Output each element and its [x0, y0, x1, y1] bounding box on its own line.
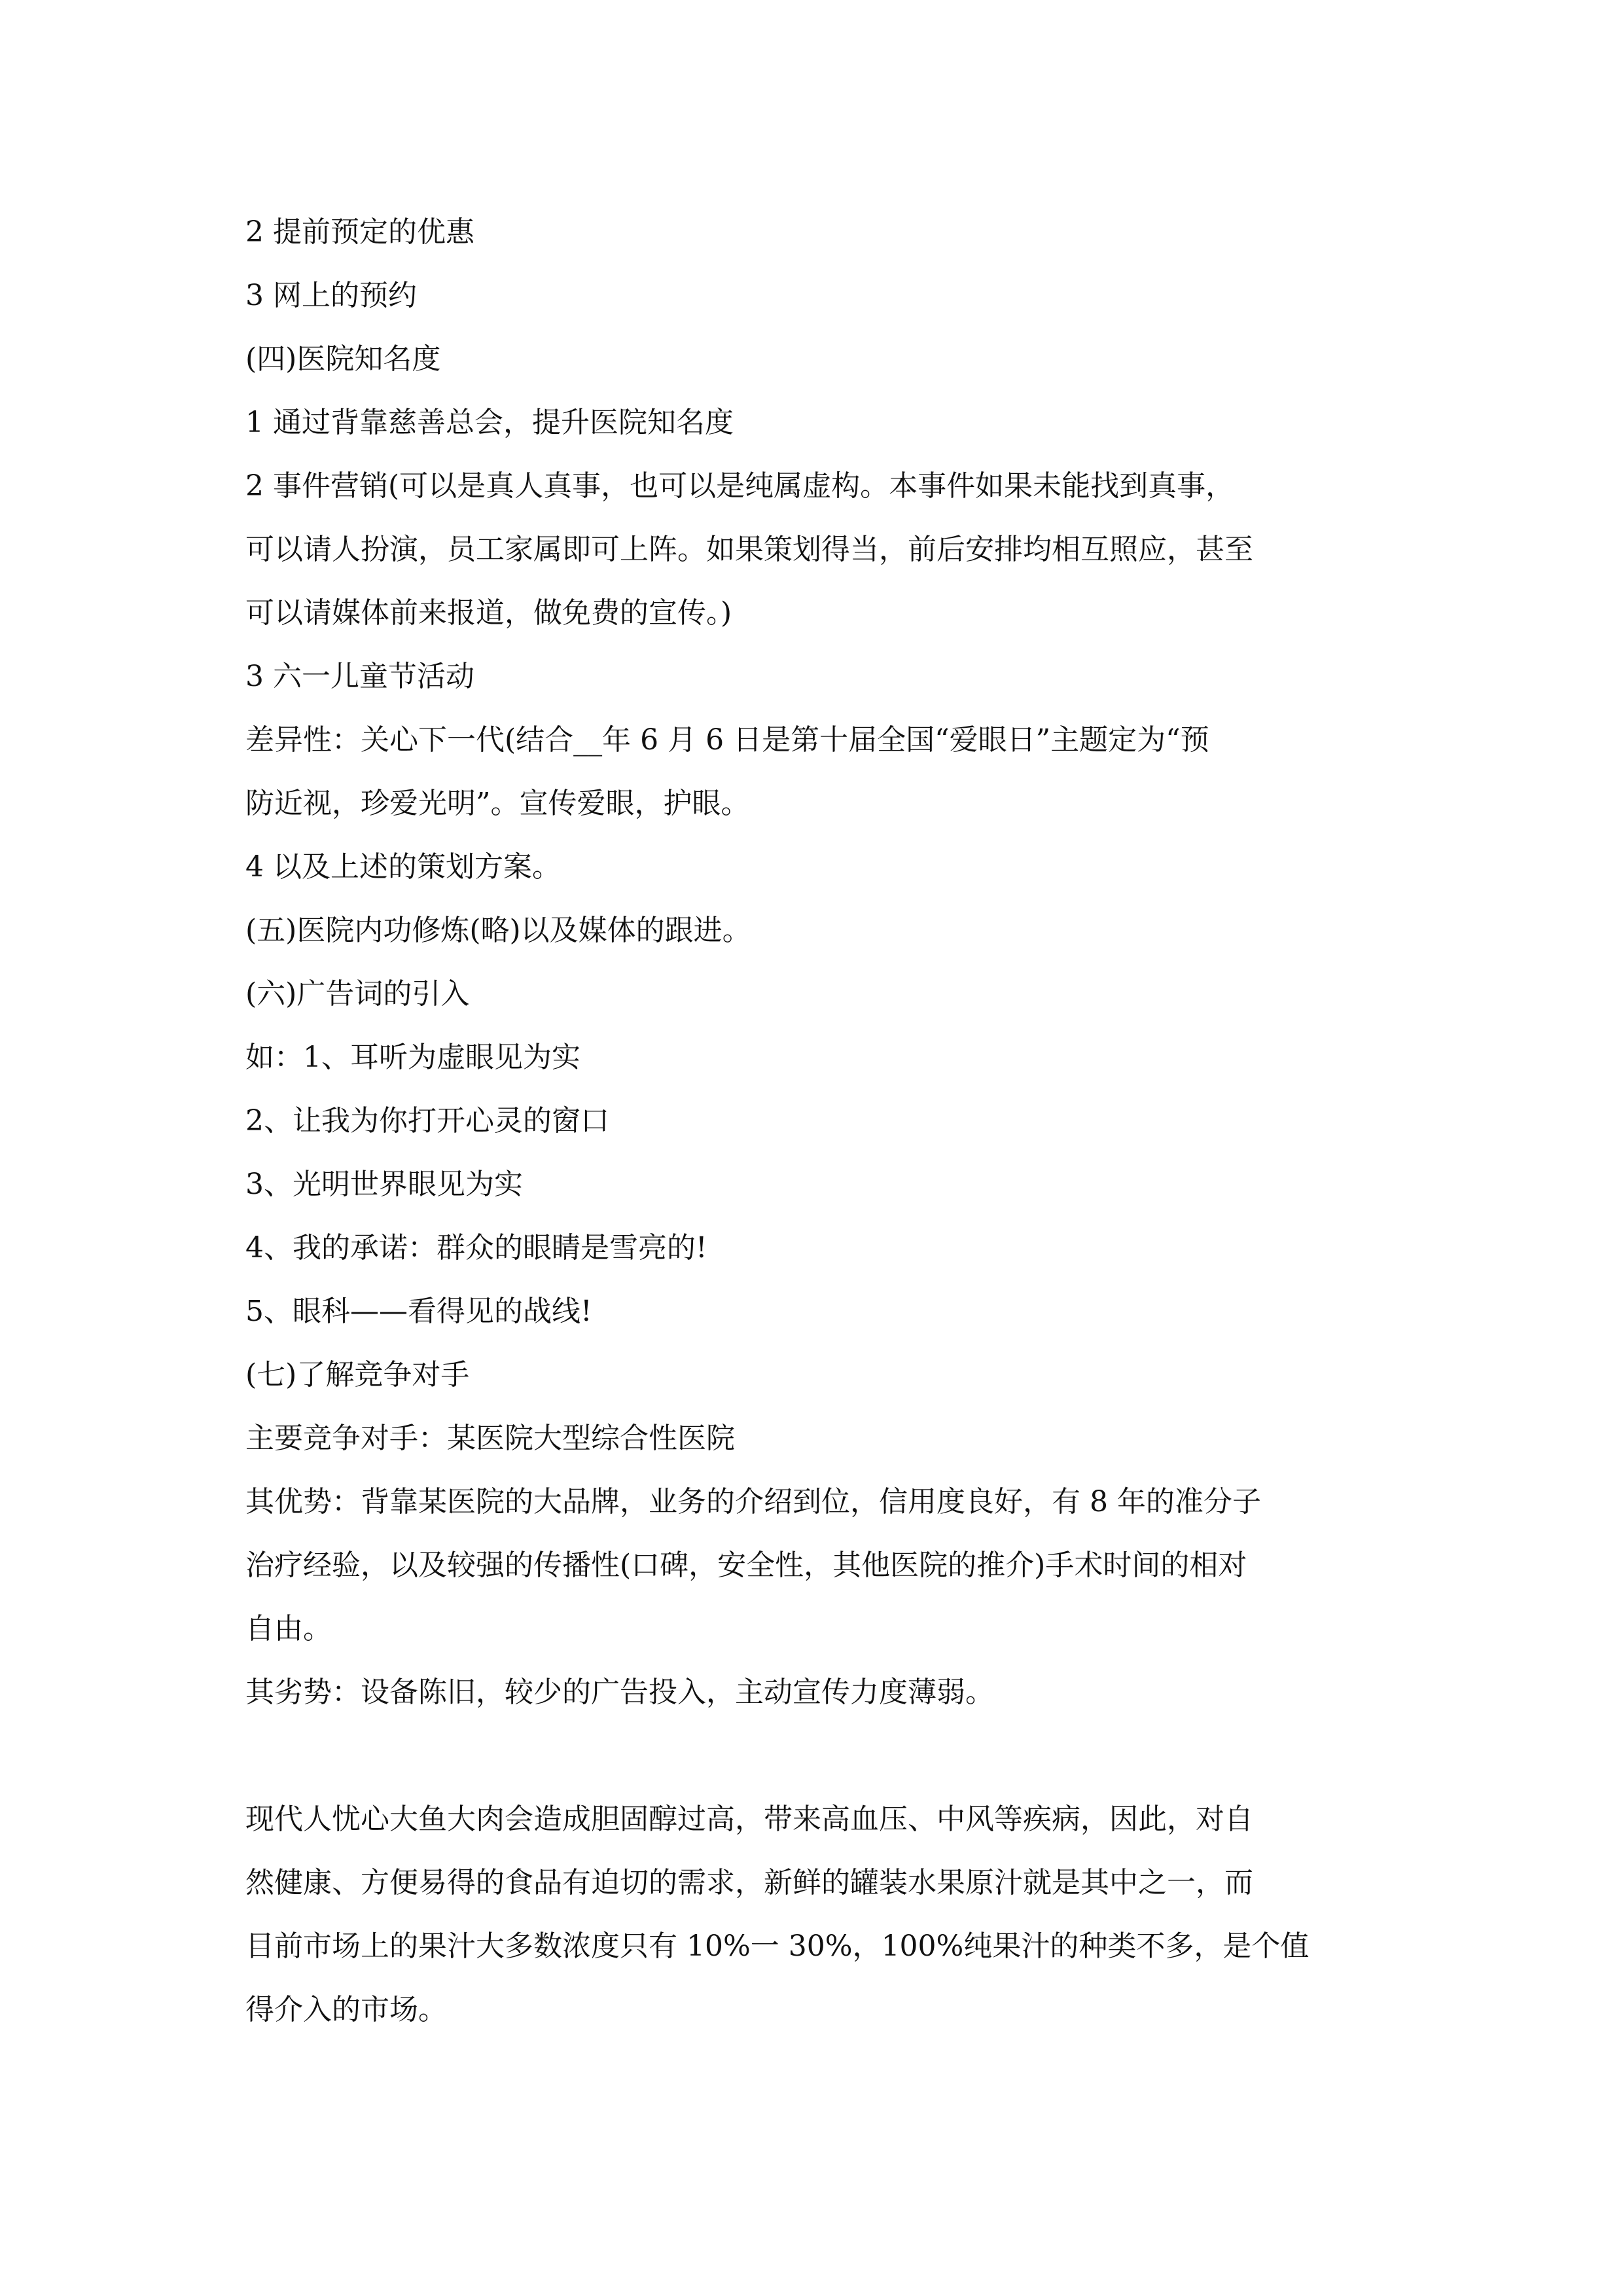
text-line: 其优势：背靠某医院的大品牌，业务的介绍到位，信用度良好，有 8 年的准分子 [245, 1485, 1261, 1518]
section-heading: (七)了解竞争对手 [245, 1358, 470, 1391]
text-line: 3、光明世界眼见为实 [245, 1168, 523, 1201]
text-line: 2 事件营销(可以是真人真事，也可以是纯属虚构。本事件如果未能找到真事， [245, 469, 1235, 503]
document-body [245, 200, 1387, 2041]
text-line: 主要竞争对手：某医院大型综合性医院 [245, 1422, 735, 1455]
text-line: 自由。 [245, 1612, 332, 1645]
text-line: 如：1、耳听为虚眼见为实 [245, 1041, 580, 1074]
closing-text-line: 现代人忧心大鱼大肉会造成胆固醇过高，带来高血压、中风等疾病，因此，对自 [245, 1803, 1253, 1836]
text-line: 3 六一儿童节活动 [245, 660, 474, 693]
text-line: 治疗经验，以及较强的传播性(口碑，安全性，其他医院的推介)手术时间的相对 [245, 1549, 1247, 1582]
text-line: 其劣势：设备陈旧，较少的广告投入，主动宣传力度薄弱。 [245, 1676, 994, 1709]
section-heading: (四)医院知名度 [245, 342, 441, 376]
text-line: 2、让我为你打开心灵的窗口 [245, 1104, 609, 1138]
text-line: 差异性：关心下一代(结合__年 6 月 6 日是第十届全国“爱眼日”主题定为“预 [245, 723, 1209, 757]
text-line: 1 通过背靠慈善总会，提升医院知名度 [245, 406, 734, 439]
closing-text-line: 目前市场上的果汁大多数浓度只有 10%一 30%，100%纯果汁的种类不多，是个值 [245, 1929, 1310, 1963]
closing-text-line: 得介入的市场。 [245, 1993, 447, 2026]
text-line: 3 网上的预约 [245, 279, 417, 312]
text-line: 可以请人扮演，员工家属即可上阵。如果策划得当，前后安排均相互照应，甚至 [245, 533, 1253, 566]
section-heading: (五)医院内功修炼(略)以及媒体的跟进。 [245, 914, 751, 947]
text-line: 可以请媒体前来报道，做免费的宣传。) [245, 596, 732, 630]
text-line: 防近视，珍爱光明”。宣传爱眼，护眼。 [245, 787, 750, 820]
text-line: 2 提前预定的优惠 [245, 215, 474, 249]
section-heading: (六)广告词的引入 [245, 977, 470, 1011]
text-line: 4、我的承诺：群众的眼睛是雪亮的! [245, 1231, 707, 1265]
closing-text-line: 然健康、方便易得的食品有迫切的需求，新鲜的罐装水果原汁就是其中之一，而 [245, 1866, 1253, 1899]
text-line: 5、眼科——看得见的战线! [245, 1295, 592, 1328]
paragraph-gap [245, 1724, 1387, 1787]
text-line: 4 以及上述的策划方案。 [245, 850, 561, 884]
